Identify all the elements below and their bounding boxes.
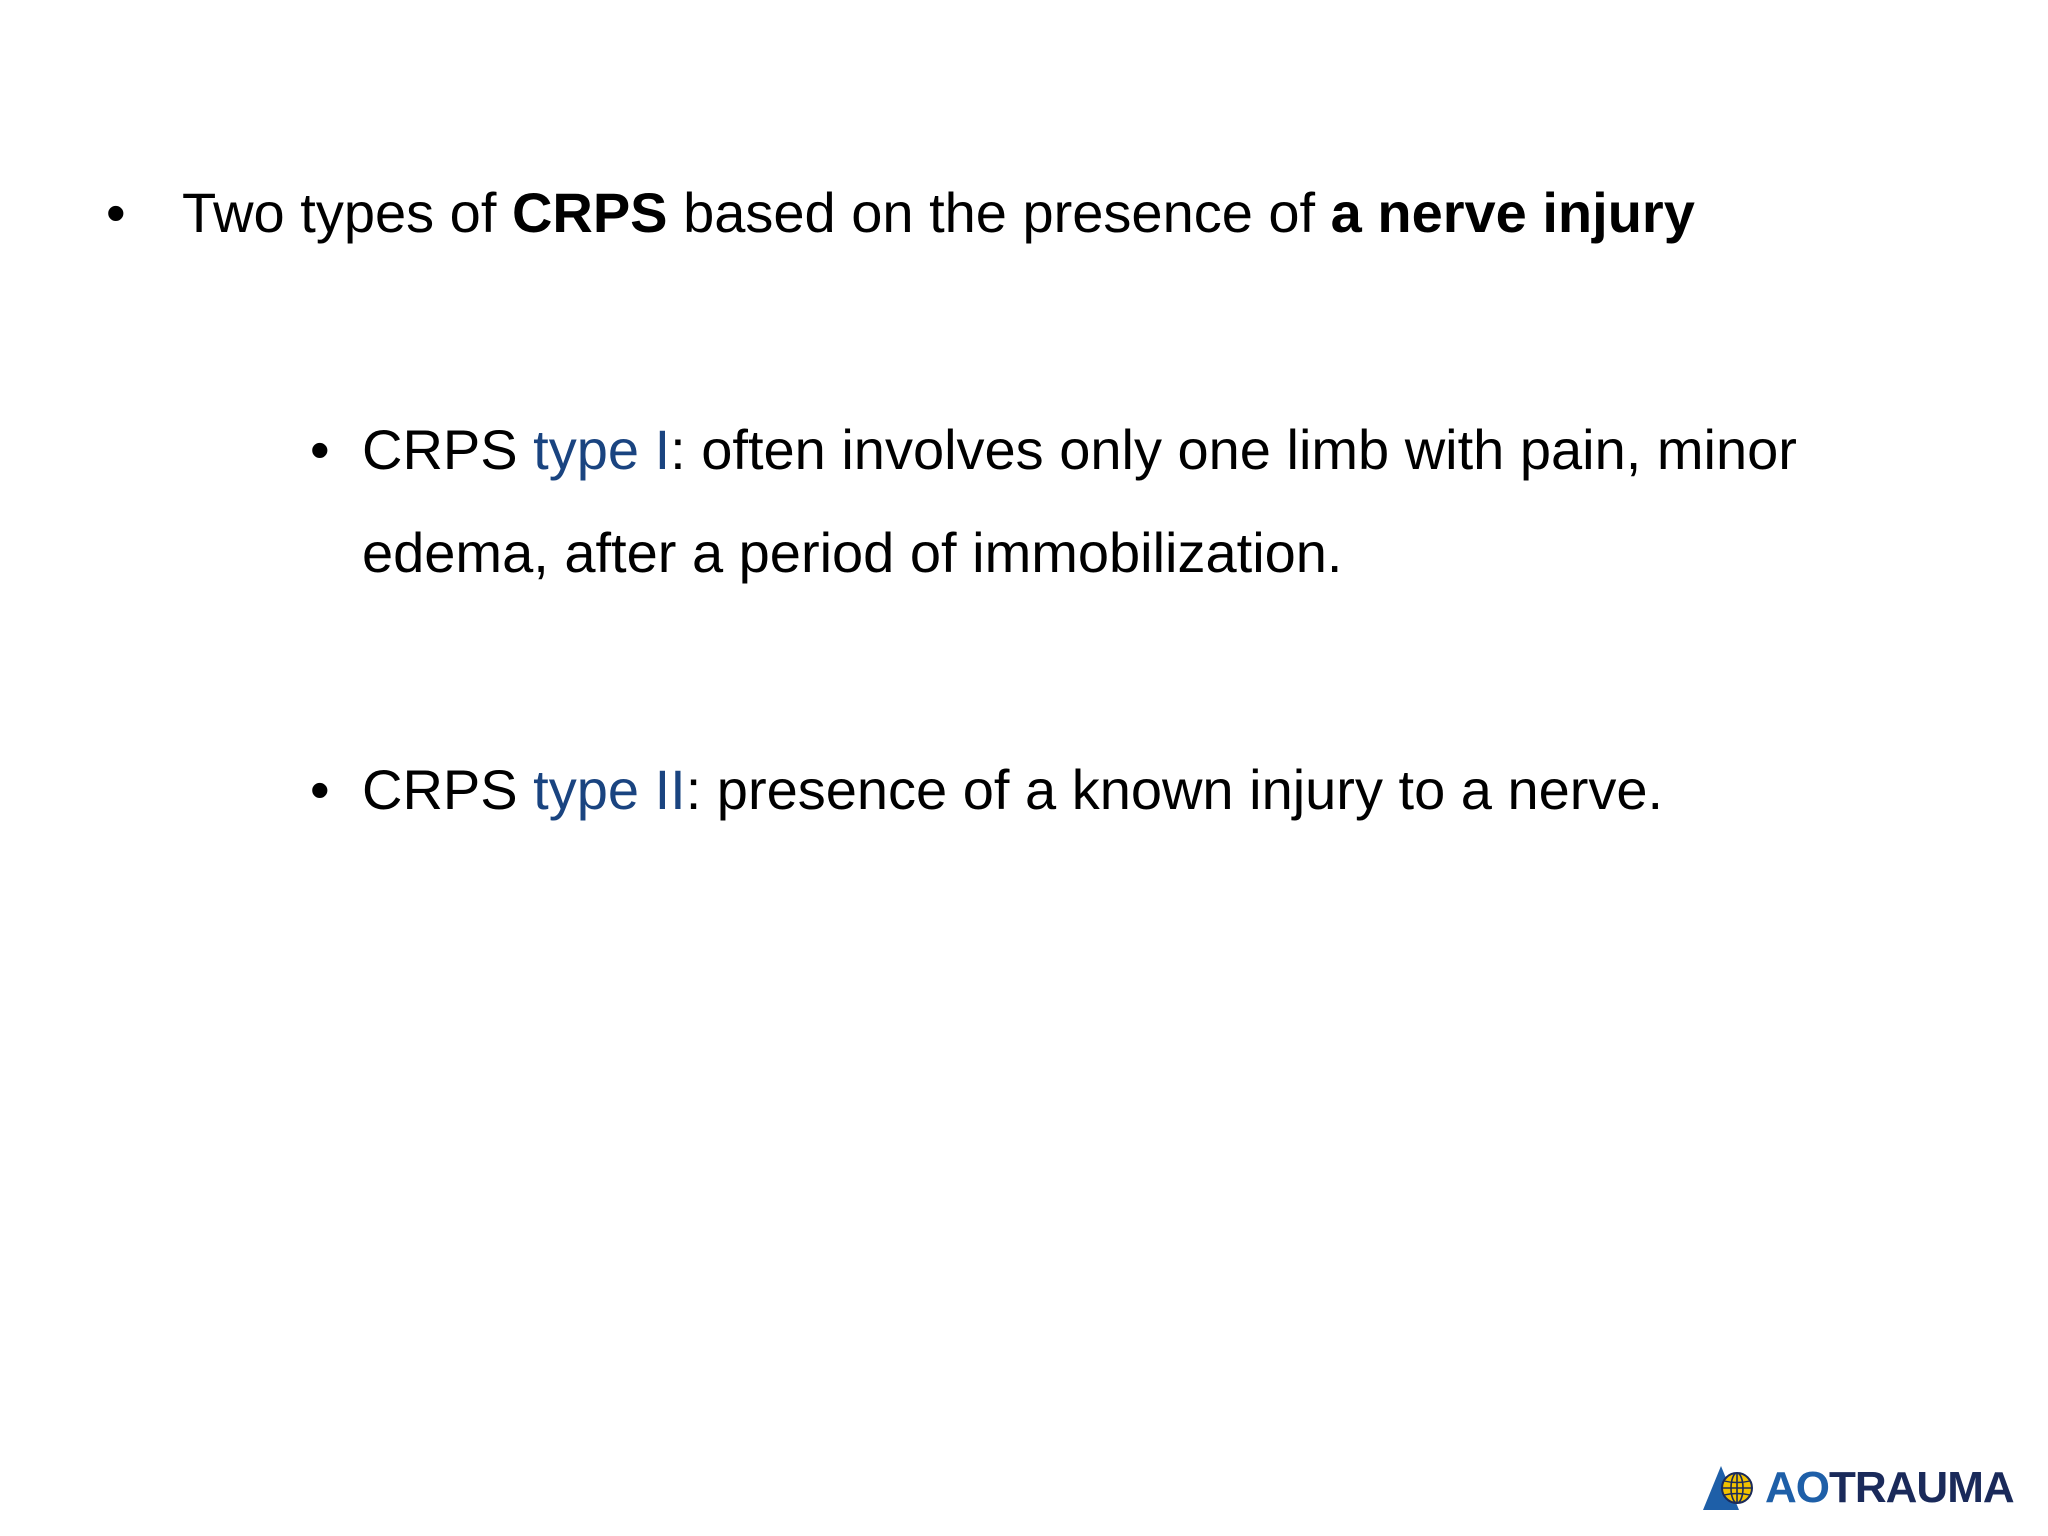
main-bullet-part1: Two types of	[182, 181, 512, 244]
sub-bullet-prefix: CRPS	[362, 758, 534, 821]
bullet-marker: •	[310, 418, 330, 481]
main-bullet-nerve-injury: a nerve injury	[1330, 181, 1695, 244]
main-bullet-crps: CRPS	[511, 181, 668, 244]
sub-bullet-prefix: CRPS	[362, 418, 534, 481]
bullet-marker: •	[310, 758, 330, 821]
ao-triangle-globe-icon	[1703, 1464, 1759, 1512]
sub-bullet-rest: : presence of a known injury to a nerve.	[685, 758, 1664, 821]
sub-bullet-type-label: type I	[533, 418, 671, 481]
sub-bullet-rest: : often involves only one limb with pain, minor edema, after a period of immobilization.	[362, 418, 1797, 584]
ao-trauma-logo	[1703, 1463, 2014, 1513]
logo-text	[1765, 1463, 2014, 1512]
sub-bullet-text	[362, 738, 1922, 841]
main-bullet-part3: based on the presence of	[667, 181, 1331, 244]
bullet-marker: •	[106, 181, 126, 244]
sub-bullet-type-label: type II	[533, 758, 686, 821]
sub-bullet-text	[362, 398, 1922, 604]
main-bullet-text	[182, 181, 1695, 244]
logo-trauma: TRAUMA	[1829, 1463, 2014, 1512]
logo-ao: AO	[1765, 1463, 1829, 1512]
